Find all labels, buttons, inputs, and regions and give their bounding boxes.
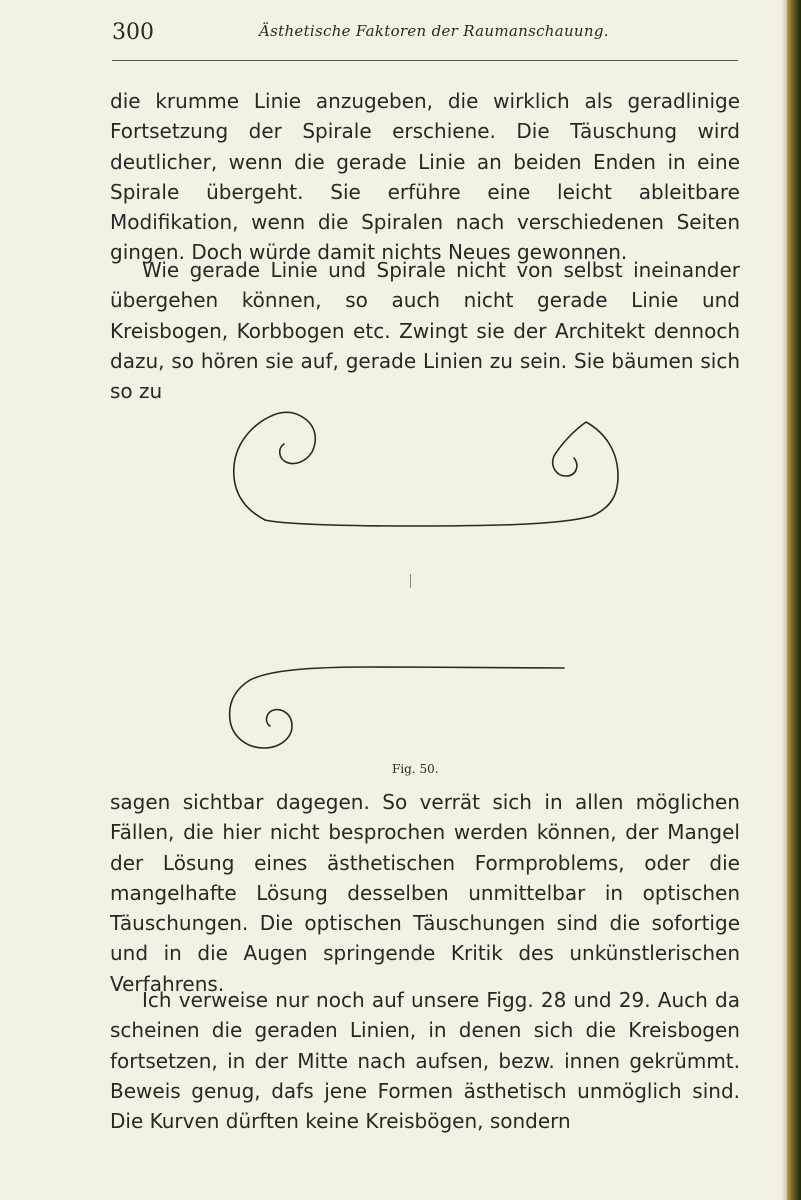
paragraph-3: sagen sichtbar dagegen. So verrät sich in allen möglichen Fällen, die hier nicht besprochen werden können, der Mangel der Lösung eines ästhetischen Formproblems, oder die mangelhafte Lösung desselben unmittelbar in optischen Täuschungen. Die optischen Täuschungen sind die sofortige und in die Augen springende Kritik des unkünstlerischen Verfahrens.: [110, 790, 740, 996]
page-number: 300: [112, 20, 154, 45]
figure-caption: Fig. 50.: [392, 762, 439, 776]
figure-50: [220, 404, 640, 779]
paragraph-2: Wie gerade Linie und Spirale nicht von selbst ineinander übergehen können, so auch nicht gerade Linie und Kreisbogen, Korbbogen etc. Zwingt sie der Architekt dennoch dazu, so hören sie auf, gerade Linien zu sein. Sie bäumen sich so zu: [110, 258, 740, 404]
book-edge: [787, 0, 801, 1200]
header-rule: [112, 60, 738, 61]
print-mark: [410, 574, 411, 588]
upper-figure-left-spiral: [234, 412, 316, 520]
upper-figure-line: [265, 422, 618, 526]
page-header: [112, 18, 738, 58]
running-head: Ästhetische Faktoren der Raumanschauung.: [259, 22, 609, 40]
paragraph-4: Ich verweise nur noch auf unsere Figg. 28 und 29. Auch da scheinen die geraden Linien, in denen sich die Kreisbogen fortsetzen, in der Mitte nach aufsen, bezw. innen gekrümmt. Beweis genug, dafs jene Formen ästhetisch unmöglich sind. Die Kurven dürften keine Kreisbögen, sondern: [110, 988, 740, 1134]
paragraph-1: die krumme Linie anzugeben, die wirklich als geradlinige Fortsetzung der Spirale erschiene. Die Täuschung wird deutlicher, wenn die gerade Linie an beiden Enden in eine Spirale übergeht. Sie erführe eine leicht ableitbare Modifikation, wenn die Spiralen nach verschiedenen Seiten gingen. Doch würde damit nichts Neues gewonnen.: [110, 89, 740, 265]
spiral-illustration: [220, 404, 640, 779]
lower-figure-spiral: [230, 667, 564, 748]
